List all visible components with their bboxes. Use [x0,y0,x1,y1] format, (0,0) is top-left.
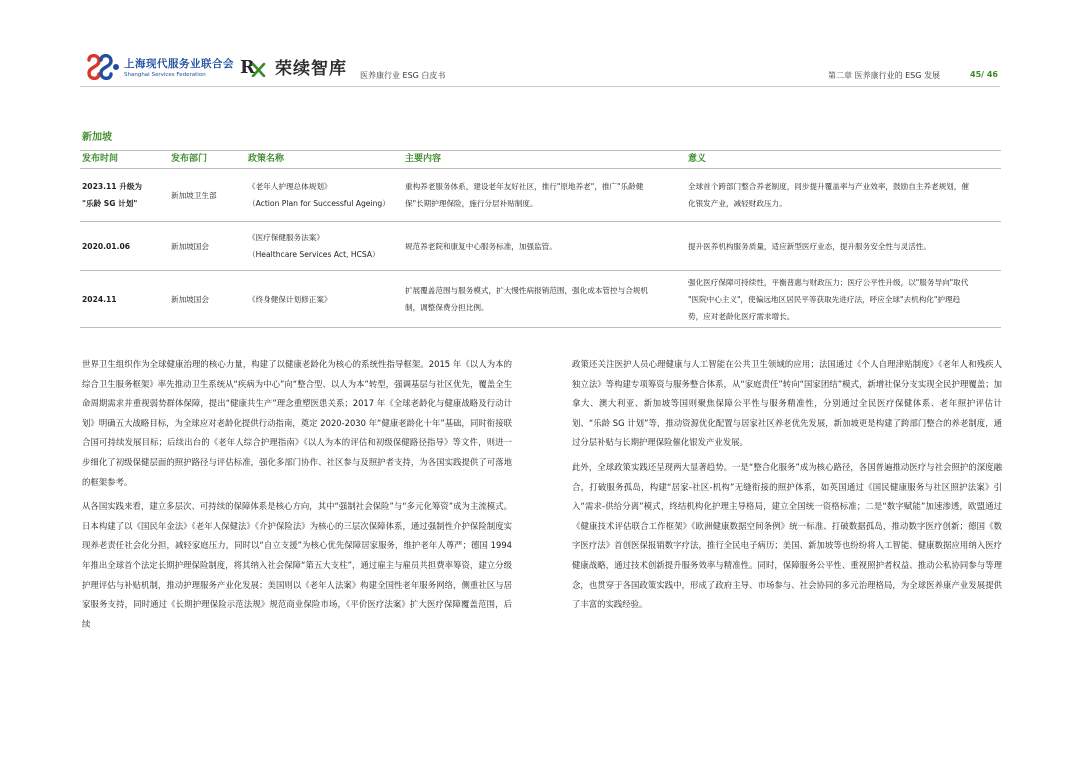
release-time-cell: 2020.01.06 [82,241,131,251]
page-number: 45/ 46 [970,70,998,79]
policy-name-cell: 《终身健保计划修正案》 [248,294,332,304]
main-content-cell [403,169,686,221]
policy-name-line: 《老年人护理总体规划》 [248,182,332,191]
chapter-title: 第二章 医养康行业的 ESG 发展 [828,71,940,80]
department-cell: 新加坡国会 [171,241,209,251]
policy-table [80,150,1001,328]
significance-line: 势，应对老龄化医疗需求增长。 [688,311,795,321]
content-line: 保"长期护理保险，施行分层补贴制度。 [405,199,538,208]
body-paragraph: 从各国实践来看，建立多层次、可持续的保障体系是核心方向，其中“强制社会保险”与“多元化筹资”成为主流模式。日本构建了以《国民年金法》《老年人保健法》《介护保险法》为核心的三层次保障体系，通过强制性介护保险制度实现养老责任社会化分担，减轻家庭压力，同时以“自立支援”为核心优先保障居家服务，维护老年人尊严；德国 1994 年推出全球首个法定长期护理保险制度，将其纳入社会保障“第五大支柱”，通过雇主与雇员共担费率筹资，建立分级护理评估与补贴机制，推动护理服务产业化发展；美国则以《老年人法案》构建全国性老年服务网络，侧重社区与居家服务支持，同时通过《长期护理保险示范法规》规范商业保险市场，《平价医疗法案》扩大医疗保障覆盖范围，后续 [82,501,512,629]
table-header-row [80,150,1001,169]
shanghai-services-federation-logo-icon [85,54,121,80]
column-header: 意义 [688,154,707,164]
table-row [80,169,1001,222]
significance-cell [686,271,1001,327]
page-header [0,0,1080,90]
content-line: 制，调整保费分担比例。 [405,303,489,312]
policy-name-line: （Healthcare Services Act, HCSA） [248,250,380,259]
release-time-line: 2023.11 升级为 [82,182,143,191]
think-tank-name: 荣续智库 [275,59,347,79]
svg-text:R: R [240,57,255,77]
header-divider [80,86,1000,87]
main-content-cell [403,271,686,327]
release-time-line: "乐龄 SG 计划" [82,199,138,208]
federation-name [124,56,234,78]
content-line: 重构养老服务体系，建设老年友好社区，推行"原地养老"，推广"乐龄健 [405,182,644,191]
section-title: 新加坡 [82,132,112,143]
column-header: 政策名称 [248,154,285,164]
significance-cell [686,169,1001,221]
body-paragraph: 政策还关注医护人员心理健康与人工智能在公共卫生领域的应用；法国通过《个人自理津贴制度》《老年人和残疾人独立法》等构建专项筹资与服务整合体系，从“家庭责任”转向“国家团结”模式，新增社保分支实现全民护理覆盖；加拿大、澳大利亚、新加坡等国则聚焦保障公平性与服务精准性，分别通过全民医疗保健体系、老年照护评估计划、“乐龄 SG 计划”等，推动资源优化配置与居家社区养老优先发展，新加坡更是构建了跨部门整合的养老制度，通过分层补贴与长期护理保险催化银发产业发展。 [572,359,1002,448]
department-cell: 新加坡卫生部 [171,190,217,200]
significance-line: 化银发产业，减轻财政压力。 [688,199,787,208]
body-paragraph: 此外，全球政策实践还呈现两大显著趋势。一是“整合化服务”成为核心路径，各国普遍推动医疗与社会照护的深度融合，打破服务孤岛，构建“居家-社区-机构”无缝衔接的照护体系，如英国通过《国民健康服务与社区照护法案》引入“需求-供给分离”模式，终结机构化护理主导格局，建立全国统一资格标准；二是“数字赋能”加速渗透，欧盟通过《健康技术评估联合工作框架》《欧洲健康数据空间条例》统一标准、打破数据孤岛，推动数字医疗创新；德国《数字医疗法》首创医保报销数字疗法，推行全民电子病历；美国、新加坡等也纷纷将人工智能、健康数据应用纳入医疗健康战略，通过技术创新提升服务效率与精准性。同时，保障服务公平性、重视照护者权益、推动公私协同参与等理念，也贯穿于各国政策实践中，形成了政府主导、市场参与、社会协同的多元治理格局，为全球医养康产业发展提供了丰富的实践经验。 [572,461,1002,610]
release-time-cell: 2024.11 [82,294,117,304]
department-cell: 新加坡国会 [171,294,209,304]
body-right-column [572,355,1002,620]
column-header: 发布部门 [171,154,208,164]
content-line: 扩展覆盖范围与服务模式，扩大慢性病报销范围，强化成本管控与合规机 [405,286,648,295]
significance-line: 强化医疗保障可持续性，平衡普惠与财政压力；医疗公平性升级，以"服务导向"取代 [688,277,969,287]
federation-name-en: Shanghai Services Federation [124,72,206,78]
significance-line: 全球首个跨部门整合养老制度，同步提升覆盖率与产业效率，鼓励自主养老规划，催 [688,182,969,191]
significance-line: "医院中心主义"，使偏远地区居民平等获取先进疗法，呼应全球"去机构化"护理趋 [688,294,961,304]
main-content-cell: 规范养老院和康复中心服务标准，加强监管。 [405,241,557,251]
body-left-column [82,355,512,639]
policy-name-cell [246,169,403,221]
column-header: 发布时间 [82,154,119,164]
document-title: 医养康行业 ESG 白皮书 [360,71,446,80]
column-header: 主要内容 [405,154,442,164]
rongxu-think-tank-logo-icon [240,55,266,77]
federation-name-cn: 上海现代服务业联合会 [124,58,234,70]
table-row [80,271,1001,328]
significance-cell: 提升医养机构服务质量，适应新型医疗业态，提升服务安全性与灵活性。 [688,241,931,251]
policy-name-cell [246,222,403,270]
policy-name-line: （Action Plan for Successful Ageing） [248,199,390,208]
policy-name-line: 《医疗保健服务法案》 [248,233,324,242]
body-paragraph: 世界卫生组织作为全球健康治理的核心力量，构建了以健康老龄化为核心的系统性指导框架。2015 年《以人为本的综合卫生服务框架》率先推动卫生系统从“疾病为中心”向“整合型、以人为本”转型，强调基层与社区优先，覆盖全生命周期需求并重视弱势群体保障，提出“健康共生产”理念重塑医患关系；2017 年《全球老龄化与健康战略及行动计划》明确五大战略目标，为全球应对老龄化提供行动指南，奠定 2020-2030 年“健康老龄化十年”基础，同时衔接联合国可持续发展目标；后续出台的《老年人综合护理指南》《以人为本的评估和初级保健路径指导》等文件，则进一步细化了初级保健层面的照护路径与评估标准，强化多部门协作、社区参与及照护者支持，为各国实践提供了可落地的框架参考。 [82,359,512,487]
release-time-cell [80,169,169,221]
table-row [80,222,1001,271]
